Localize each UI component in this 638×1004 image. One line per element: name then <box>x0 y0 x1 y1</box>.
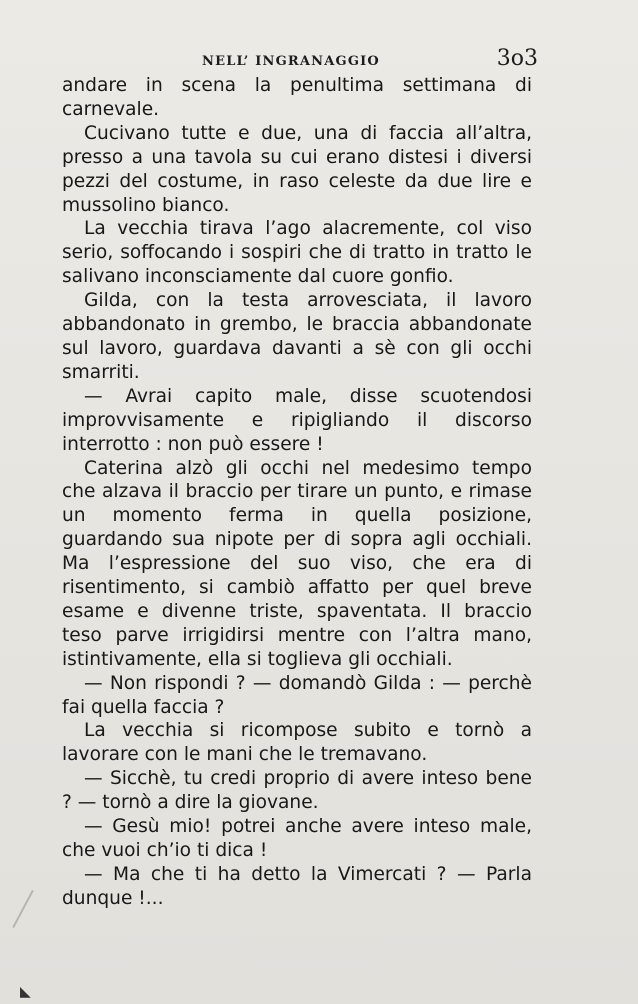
page-number: 3o3 <box>496 46 538 71</box>
page-header <box>62 44 540 74</box>
paragraph: — Sicchè, tu credi proprio di avere inteso bene ? — tornò a dire la giovane. <box>62 768 532 814</box>
corner-mark-icon: ◣ <box>20 984 31 1000</box>
paragraph: — Gesù mio! potrei anche avere inteso male, che vuoi ch’io ti dica ! <box>62 816 532 861</box>
running-head: NELL’ INGRANAGGIO <box>202 54 380 69</box>
paragraph: andare in scena la penultima settimana di carnevale. <box>62 75 532 120</box>
paragraph: Gilda, con la testa arrovesciata, il lavoro abbandonato in grembo, le braccia abbandonate sul lavoro, guardava davanti a sè con gli occhi smarriti. <box>62 290 532 383</box>
paragraph: La vecchia si ricompose subito e tornò a lavorare con le mani che le tremavano. <box>62 720 532 766</box>
paragraph: — Ma che ti ha detto la Vimercati ? — Parla dunque !... <box>62 863 532 909</box>
pencil-mark <box>12 890 33 928</box>
paragraph: La vecchia tirava l’ago alacremente, col viso serio, soffocando i sospiri che di tratto in tratto le salivano inconsciamente dal cuore gonfio. <box>62 218 532 288</box>
body-text <box>62 74 532 911</box>
paragraph: Caterina alzò gli occhi nel medesimo tempo che alzava il braccio per tirare un punto, e rimase un momento ferma in quella posizione, guardando sua nipote per di sopra agli occhiali. Ma l’espressione del suo viso, che era di risentimento, si cambiò affatto per quel breve esame e divenne triste, spaventata. Il braccio teso parve irrigidirsi mentre con l’altra mano, istintivamente, ella si toglieva gli occhiali. <box>62 457 532 670</box>
paragraph: — Avrai capito male, disse scuotendosi improvvisamente e ripigliando il discorso interrotto : non può essere ! <box>62 385 532 455</box>
paragraph: Cucivano tutte e due, una di faccia all’altra, presso a una tavola su cui erano distesi i diversi pezzi del costume, in raso celeste da due lire e mussolino bianco. <box>62 122 532 216</box>
paragraph: — Non rispondi ? — domandò Gilda : — perchè fai quella faccia ? <box>62 672 532 718</box>
